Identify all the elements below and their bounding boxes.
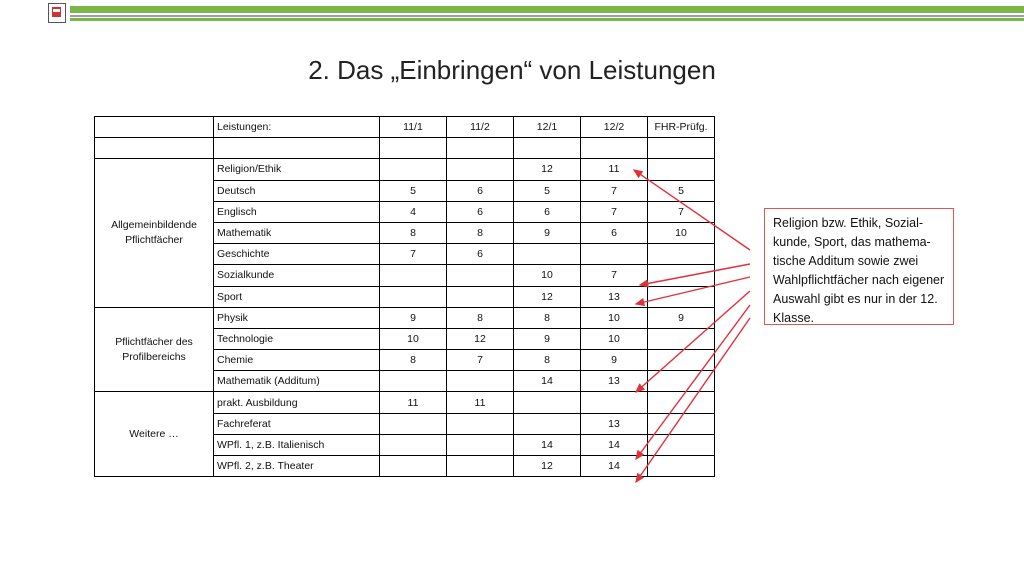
subject-cell: Mathematik — [214, 222, 380, 243]
grade-cell: 7 — [581, 265, 648, 286]
grade-cell: 7 — [648, 201, 715, 222]
subject-cell: WPfl. 2, z.B. Theater — [214, 456, 380, 477]
grade-cell: 7 — [447, 350, 514, 371]
grade-cell: 10 — [380, 328, 447, 349]
annotation-arrow — [636, 318, 750, 482]
info-note: Religion bzw. Ethik, Sozial-kunde, Sport, das mathema-tische Additum sowie zwei Wahlpflichtfächer nach eigener Auswahl gibt es nur in der 12. Klasse. — [764, 208, 954, 325]
grade-cell: 14 — [581, 434, 648, 455]
subject-cell: Sport — [214, 286, 380, 307]
grade-cell: 9 — [514, 222, 581, 243]
annotation-arrow — [640, 264, 750, 285]
grade-cell: 4 — [380, 201, 447, 222]
subject-cell: Deutsch — [214, 180, 380, 201]
grade-cell: 6 — [447, 244, 514, 265]
grade-cell: 6 — [447, 180, 514, 201]
grade-cell: 14 — [514, 434, 581, 455]
grade-cell: 7 — [581, 201, 648, 222]
grade-cell: 11 — [380, 392, 447, 413]
grade-cell: 9 — [380, 307, 447, 328]
grade-cell: 6 — [447, 201, 514, 222]
grade-cell: 13 — [581, 413, 648, 434]
grade-cell: 8 — [380, 350, 447, 371]
subject-cell: Englisch — [214, 201, 380, 222]
grade-cell: 9 — [648, 307, 715, 328]
grade-cell: 12 — [447, 328, 514, 349]
column-header: Leistungen: — [214, 117, 380, 138]
column-header: 12/2 — [581, 117, 648, 138]
subject-cell: Fachreferat — [214, 413, 380, 434]
grade-cell: 12 — [514, 286, 581, 307]
grade-cell: 10 — [581, 307, 648, 328]
subject-cell: Sozialkunde — [214, 265, 380, 286]
grade-cell: 12 — [514, 159, 581, 180]
group-label: Allgemeinbildende Pflichtfächer — [95, 159, 214, 307]
grade-cell: 12 — [514, 456, 581, 477]
grade-cell: 5 — [380, 180, 447, 201]
subject-cell: Physik — [214, 307, 380, 328]
grade-cell: 11 — [447, 392, 514, 413]
subject-cell: Geschichte — [214, 244, 380, 265]
grade-cell: 5 — [514, 180, 581, 201]
grade-cell: 8 — [447, 307, 514, 328]
grade-cell: 7 — [581, 180, 648, 201]
subject-cell: prakt. Ausbildung — [214, 392, 380, 413]
grade-cell: 14 — [581, 456, 648, 477]
column-header: 11/1 — [380, 117, 447, 138]
grade-cell: 7 — [380, 244, 447, 265]
grade-cell: 5 — [648, 180, 715, 201]
annotation-arrow — [634, 170, 750, 250]
annotation-arrow — [636, 305, 750, 459]
subject-cell: Technologie — [214, 328, 380, 349]
grade-cell: 10 — [648, 222, 715, 243]
grade-cell: 10 — [581, 328, 648, 349]
group-label: Pflichtfächer des Profilbereichs — [95, 307, 214, 392]
grade-cell: 13 — [581, 371, 648, 392]
subject-cell: Chemie — [214, 350, 380, 371]
grade-cell: 14 — [514, 371, 581, 392]
slide-title: 2. Das „Einbringen“ von Leistungen — [308, 55, 716, 85]
subject-cell: Religion/Ethik — [214, 159, 380, 180]
subject-cell: WPfl. 1, z.B. Italienisch — [214, 434, 380, 455]
grade-cell: 6 — [581, 222, 648, 243]
grade-cell: 8 — [514, 307, 581, 328]
grade-cell: 6 — [514, 201, 581, 222]
grade-cell: 8 — [514, 350, 581, 371]
grade-cell: 13 — [581, 286, 648, 307]
grade-cell: 10 — [514, 265, 581, 286]
grade-cell: 8 — [380, 222, 447, 243]
column-header: 12/1 — [514, 117, 581, 138]
column-header: 11/2 — [447, 117, 514, 138]
subject-cell: Mathematik (Additum) — [214, 371, 380, 392]
column-header: FHR-Prüfg. — [648, 117, 715, 138]
grade-cell: 9 — [581, 350, 648, 371]
group-label: Weitere … — [95, 392, 214, 477]
annotation-arrow — [636, 277, 750, 304]
grade-cell: 9 — [514, 328, 581, 349]
grade-cell: 8 — [447, 222, 514, 243]
grade-cell: 11 — [581, 159, 648, 180]
